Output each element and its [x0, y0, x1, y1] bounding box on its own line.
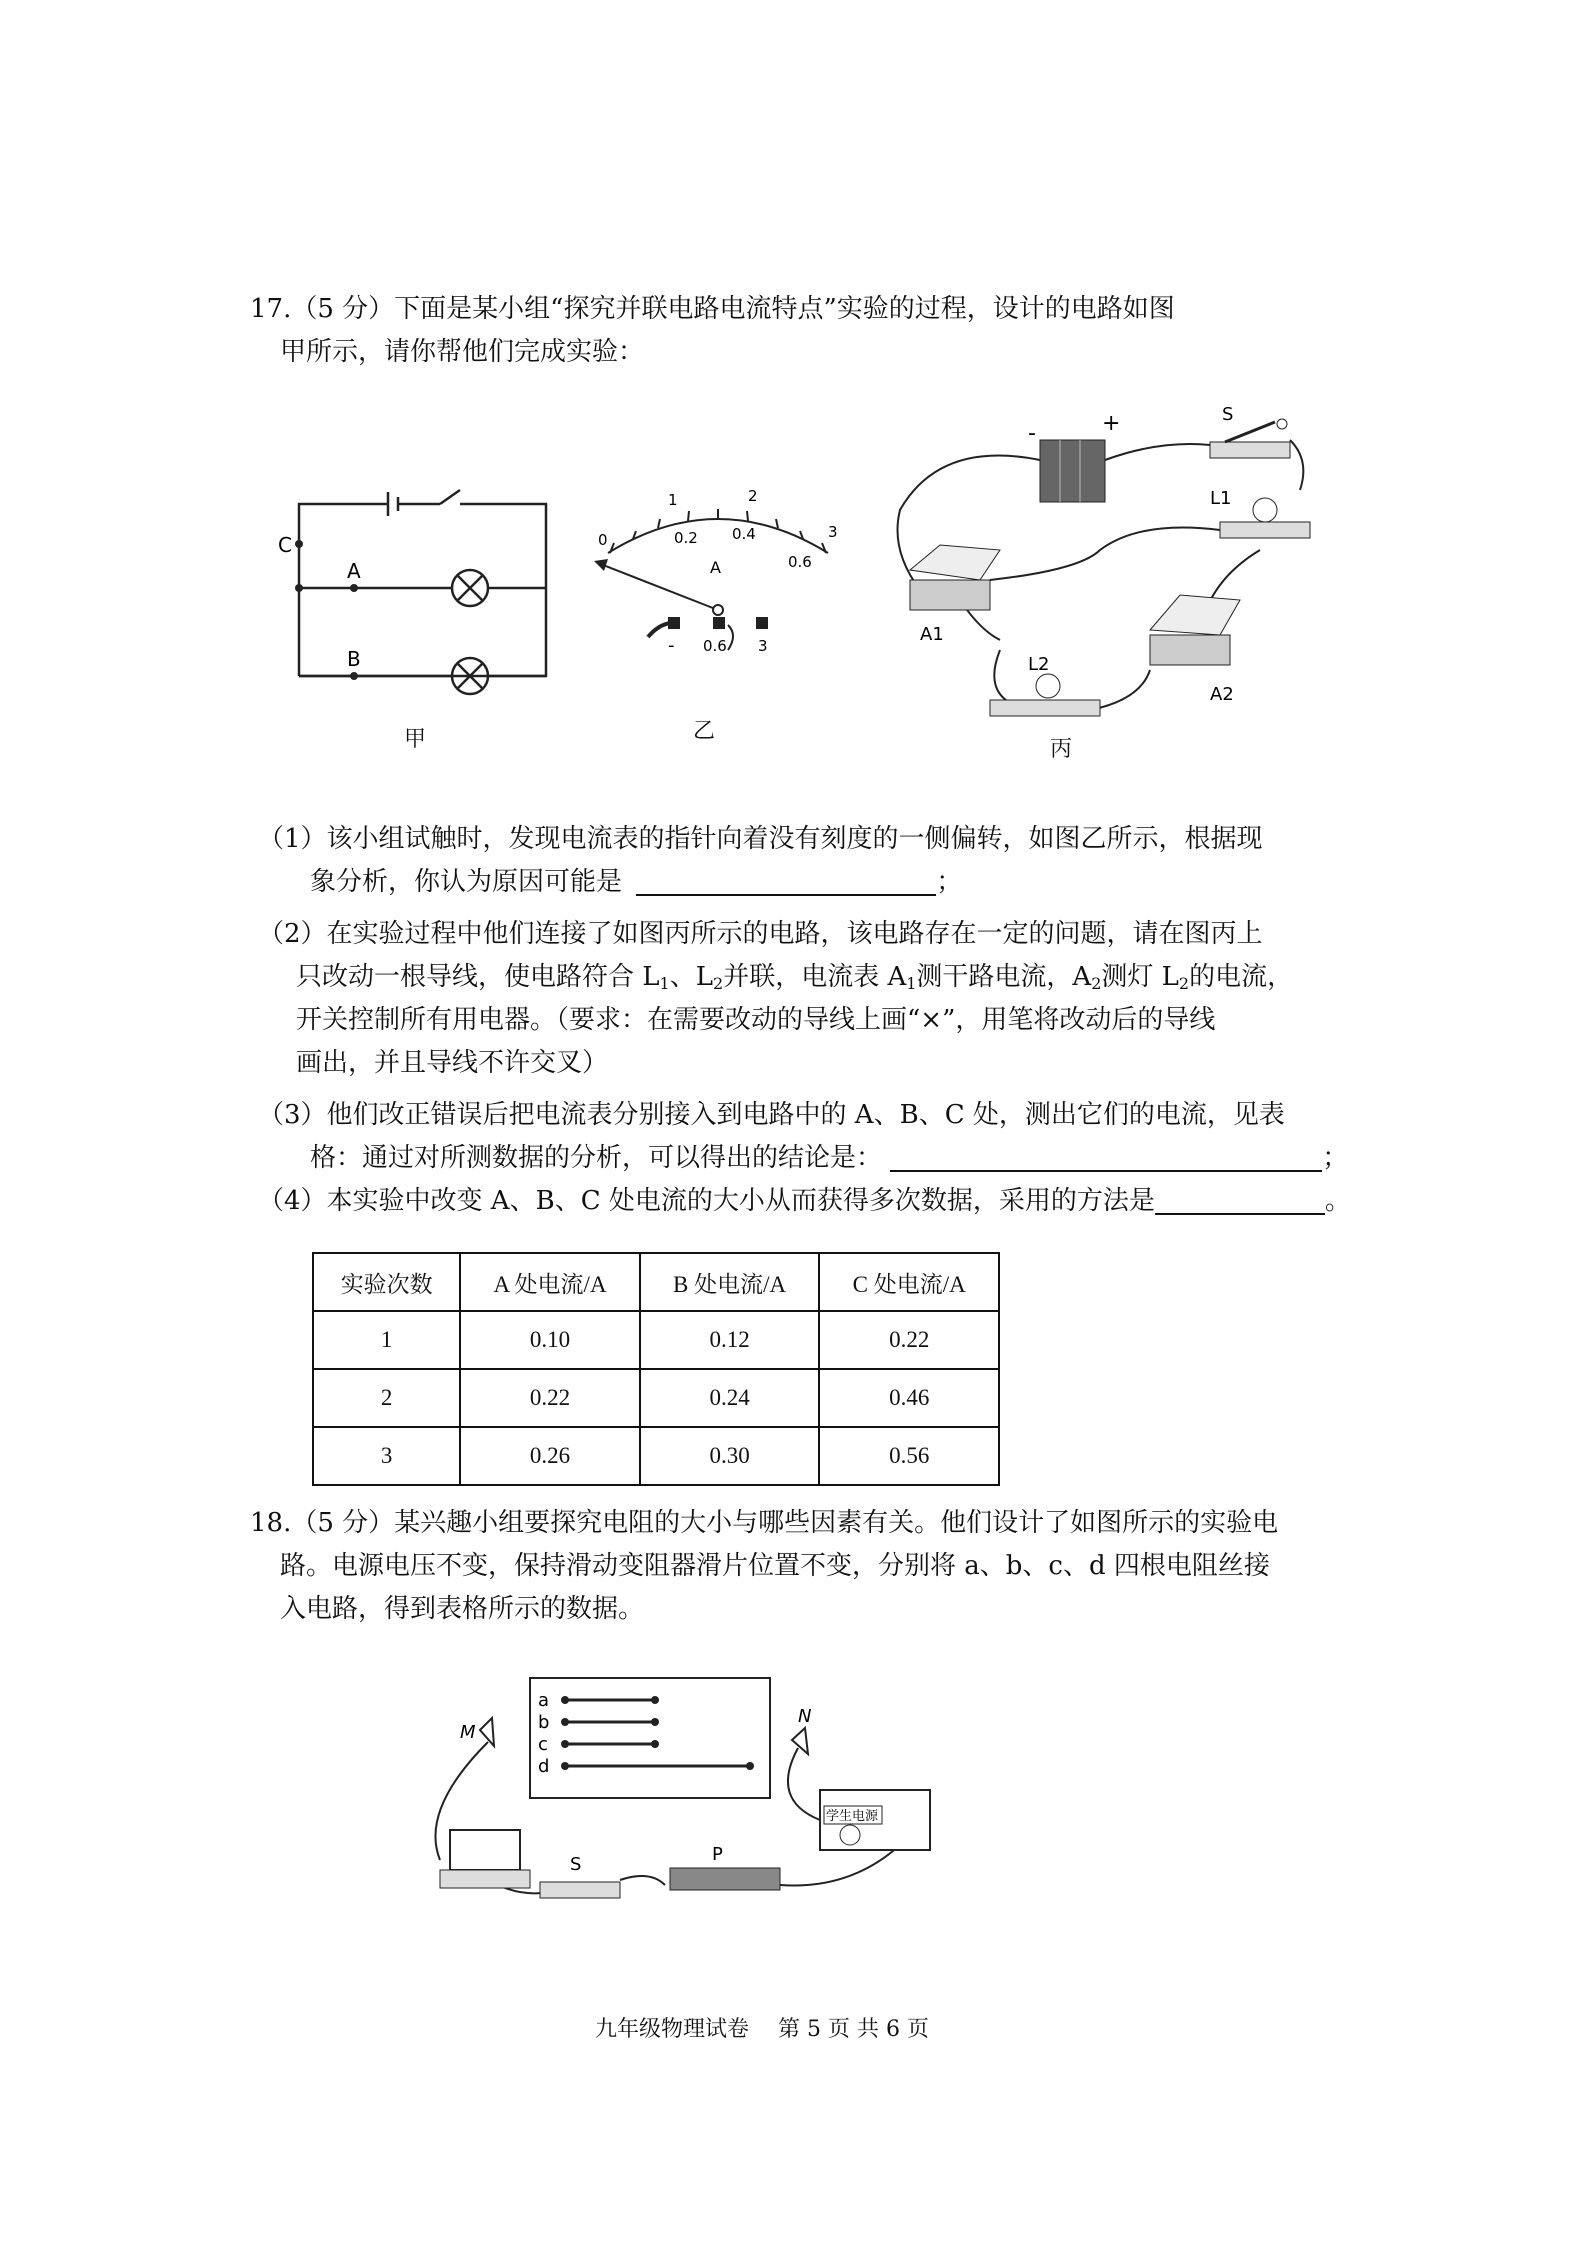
q17-p1-b-row: [310, 861, 962, 904]
q17-p2-a: （2）在实验过程中他们连接了如图丙所示的电路，该电路存在一定的问题，请在图丙上: [258, 919, 1263, 949]
answer-blank-3[interactable]: [1155, 1183, 1325, 1215]
q17-p1-end: ；: [936, 867, 963, 897]
fig-label-bing: 丙: [1050, 737, 1073, 762]
table-cell: 0.12: [640, 1311, 820, 1369]
terminal-0.6: 0.6: [703, 637, 727, 655]
power-supply-label: 学生电源: [826, 1809, 879, 1824]
label-c: C: [278, 533, 292, 557]
wire-label-b: b: [538, 1712, 550, 1733]
l2-label: L2: [1028, 654, 1050, 675]
q17-p4-end: 。: [1324, 1186, 1351, 1216]
current-data-table: [312, 1252, 1000, 1486]
table-cell: 0.46: [819, 1369, 999, 1427]
q17-p4: （4）本实验中改变 A、B、C 处电流的大小从而获得多次数据，采用的方法是: [258, 1186, 1155, 1216]
a1-label: A1: [920, 624, 944, 645]
answer-blank-2[interactable]: [890, 1140, 1322, 1172]
q17-p3-a: （3）他们改正错误后把电流表分别接入到电路中的 A、B、C 处，测出它们的电流，见表: [258, 1100, 1285, 1130]
table-cell: 0.24: [640, 1369, 820, 1427]
q17-p2-c: 开关控制所有用电器。（要求：在需要改动的导线上画“×”，用笔将改动后的导线: [296, 1005, 1216, 1035]
label-a: A: [347, 559, 361, 583]
ammeter-icon: [450, 1830, 520, 1870]
q18-line1: 18.（5 分）某兴趣小组要探究电阻的大小与哪些因素有关。他们设计了如图所示的实验电: [250, 1508, 1279, 1538]
table-row: [313, 1427, 999, 1485]
clip-n-icon: [792, 1728, 808, 1754]
physical-circuit-bing: [880, 400, 1350, 760]
table-cell: 3: [313, 1427, 460, 1485]
fig-label-jia: 甲: [404, 727, 427, 752]
scale-top-1: 1: [668, 491, 678, 509]
slider-label-p: P: [712, 1844, 723, 1865]
unit-a: A: [710, 558, 721, 577]
q17-line1: 17.（5 分）下面是某小组“探究并联电路电流特点”实验的过程，设计的电路如图: [250, 294, 1175, 324]
q17-p3-b-row: [310, 1137, 1348, 1180]
scale-top-2: 2: [748, 487, 758, 505]
scale-top-3: 3: [828, 523, 838, 541]
switch-icon: [540, 1882, 620, 1898]
l1-label: L1: [1210, 488, 1232, 509]
resistance-experiment-figure: [420, 1670, 960, 1930]
q17-p2-b3: 并联，电流表 A: [723, 962, 907, 992]
table-header: C 处电流/A: [819, 1253, 999, 1311]
terminal-minus: -: [668, 635, 675, 656]
table-row: [313, 1369, 999, 1427]
table-cell: 0.22: [819, 1311, 999, 1369]
table-header: 实验次数: [313, 1253, 460, 1311]
sub-2a: 2: [713, 974, 724, 993]
q17-p2-b-row: [296, 956, 1293, 1005]
q18-line2: 路。电源电压不变，保持滑动变阻器滑片位置不变，分别将 a、b、c、d 四根电阻丝接: [280, 1551, 1270, 1581]
table-row: [313, 1311, 999, 1369]
sub-1a: 1: [659, 974, 670, 993]
clip-label-n: N: [798, 1706, 812, 1727]
table-header: A 处电流/A: [460, 1253, 640, 1311]
circuit-diagram-jia: [270, 480, 570, 760]
battery-minus: -: [1028, 421, 1036, 446]
q17-p2-b5: 测灯 L: [1101, 962, 1179, 992]
q17-p2-b1: 只改动一根导线，使电路符合 L: [296, 962, 660, 992]
q17-p1-b: 象分析，你认为原因可能是: [310, 867, 623, 897]
table-cell: 2: [313, 1369, 460, 1427]
page-footer: 九年级物理试卷 第 5 页 共 6 页: [595, 2017, 929, 2042]
wire-label-d: d: [538, 1756, 550, 1777]
q17-line2: 甲所示，请你帮他们完成实验：: [280, 337, 645, 367]
terminal-3: 3: [758, 637, 768, 655]
table-cell: 0.26: [460, 1427, 640, 1485]
q17-p2-b2: 、L: [669, 962, 713, 992]
sub-2b: 2: [1091, 974, 1102, 993]
scale-top-0: 0: [598, 531, 608, 549]
table-cell: 0.10: [460, 1311, 640, 1369]
wire-label-c: c: [538, 1734, 548, 1755]
q17-p2-b4: 测干路电流，A: [916, 962, 1092, 992]
q18-line3: 入电路，得到表格所示的数据。: [280, 1594, 645, 1624]
switch-label-s: S: [570, 1854, 582, 1875]
ammeter-dial-yi: [588, 475, 848, 675]
table-header: B 处电流/A: [640, 1253, 820, 1311]
scale-bottom-0: 0.2: [674, 529, 698, 547]
table-cell: 0.30: [640, 1427, 820, 1485]
scale-bottom-1: 0.4: [732, 525, 756, 543]
sub-1b: 1: [906, 974, 917, 993]
q17-p3-end: ；: [1322, 1143, 1349, 1173]
table-cell: 0.56: [819, 1427, 999, 1485]
switch-label: S: [1222, 404, 1234, 425]
rheostat-icon: [670, 1868, 780, 1890]
table-header-row: [313, 1253, 999, 1311]
scale-bottom-2: 0.6: [788, 553, 812, 571]
answer-blank-1[interactable]: [636, 864, 936, 896]
fig-label-yi: 乙: [693, 719, 716, 744]
q17-p1-a: （1）该小组试触时，发现电流表的指针向着没有刻度的一侧偏转，如图乙所示，根据现: [258, 824, 1263, 854]
q17-p4-row: [258, 1180, 1351, 1223]
table-cell: 0.22: [460, 1369, 640, 1427]
q17-p2-b6: 的电流，: [1189, 962, 1294, 992]
a2-label: A2: [1210, 684, 1234, 705]
battery-plus: +: [1102, 411, 1121, 436]
sub-2c: 2: [1178, 974, 1190, 993]
q17-p2-d: 画出，并且导线不许交叉）: [296, 1048, 609, 1078]
clip-label-m: M: [460, 1722, 476, 1743]
table-cell: 1: [313, 1311, 460, 1369]
label-b: B: [347, 647, 361, 671]
wire-label-a: a: [538, 1690, 550, 1711]
q17-p3-b: 格：通过对所测数据的分析，可以得出的结论是：: [310, 1143, 883, 1173]
